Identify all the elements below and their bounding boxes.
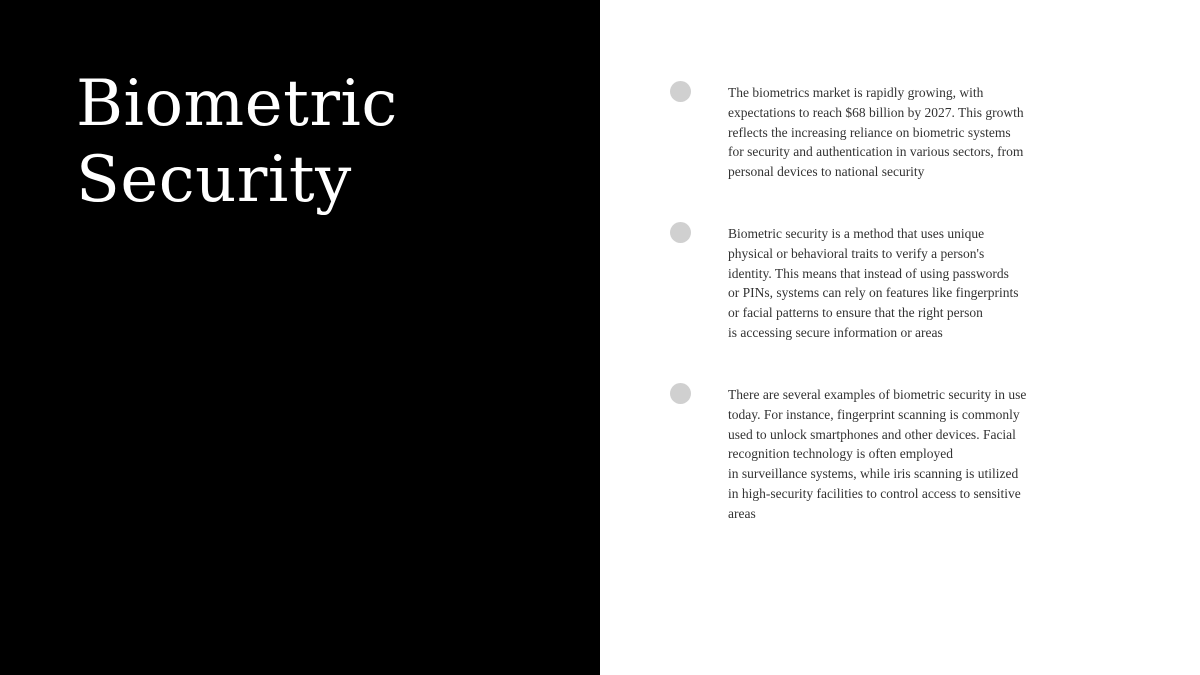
slide-title: Biometric Security [76,67,398,217]
bullet-text: There are several examples of biometric security in use today. For instance, fingerprint scanning is commonly used to unlock smartphones and other devices. Facial recognition technology is often employed in surveillance systems, while iris scanning is utilized in high-security facilities to control access to sensitive areas [728,387,1027,521]
bullet-dot-icon [670,383,691,404]
content-panel [600,0,1200,675]
bullet-text: The biometrics market is rapidly growing, with expectations to reach $68 billion by 2027. This growth reflects the increasing reliance on biometric systems for security and authentication in various sectors, from personal devices to national security [728,85,1024,180]
bullet-dot-icon [670,222,691,243]
bullet-text: Biometric security is a method that uses unique physical or behavioral traits to verify a person's identity. This means that instead of using passwords or PINs, systems can rely on features like fingerprints or facial patterns to ensure that the right person is accessing secure information or areas [728,226,1019,340]
bullet-dot-icon [670,81,691,102]
